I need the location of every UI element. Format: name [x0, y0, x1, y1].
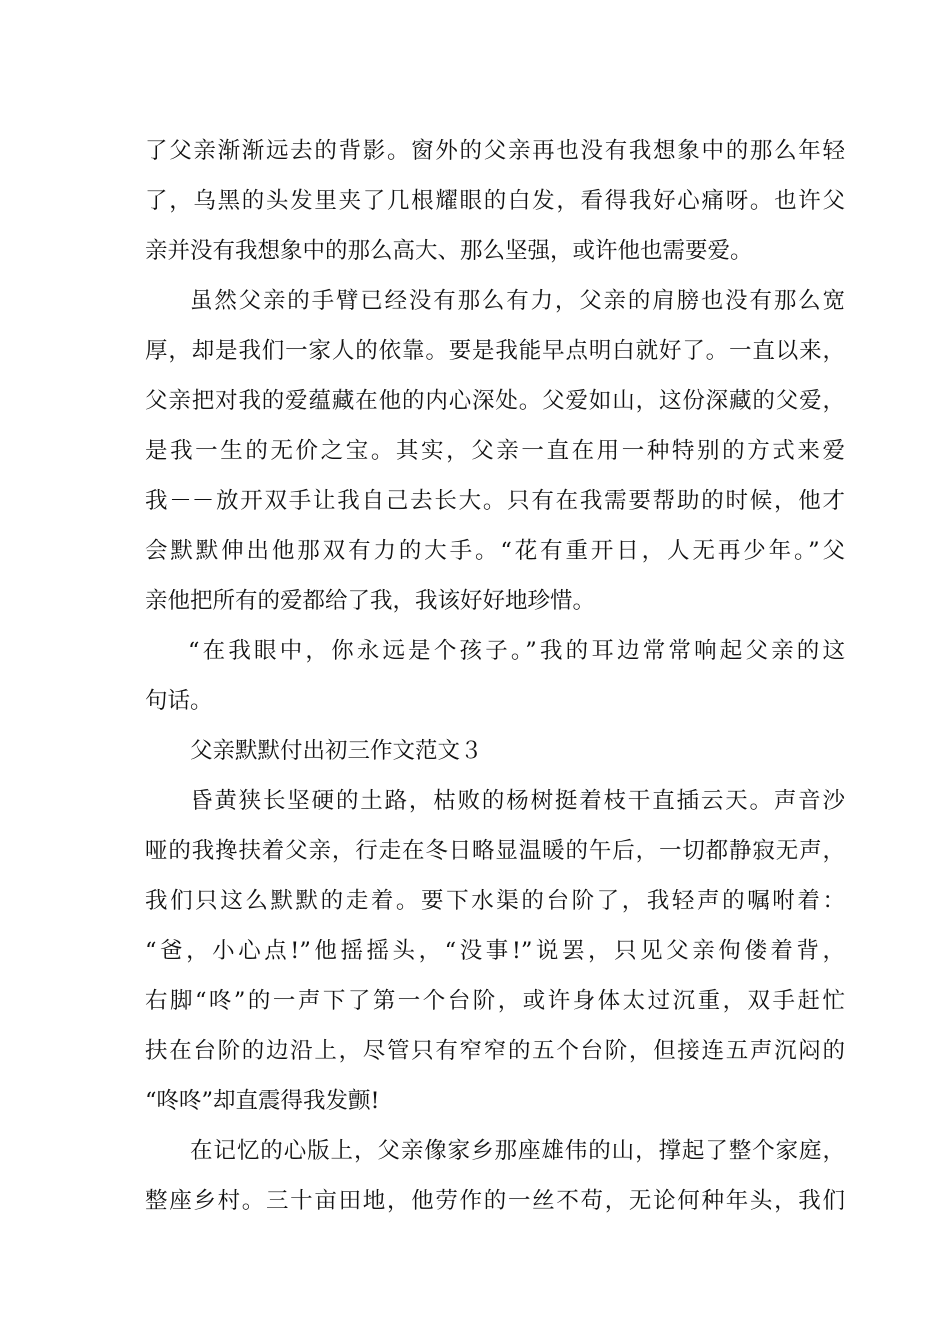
text-line: “爸，小心点!”他摇摇头，“没事!”说罢，只见父亲佝偻着背， [145, 938, 845, 964]
text-line: 昏黄狭长坚硬的土路，枯败的杨树挺着枝干直插云天。声音沙 [190, 788, 845, 814]
section-heading: 父亲默默付出初三作文范文３ [190, 738, 483, 764]
text-line: 了父亲渐渐远去的背影。窗外的父亲再也没有我想象中的那么年轻 [145, 138, 845, 164]
text-line: 整座乡村。三十亩田地，他劳作的一丝不苟，无论何种年头，我们 [145, 1188, 845, 1214]
text-line: 哑的我搀扶着父亲，行走在冬日略显温暖的午后，一切都静寂无声， [145, 838, 845, 864]
text-line: “咚咚”却直震得我发颤! [145, 1088, 380, 1114]
text-line: 会默默伸出他那双有力的大手。“花有重开日，人无再少年。”父 [145, 538, 845, 564]
text-line: 我－－放开双手让我自己去长大。只有在我需要帮助的时候，他才 [145, 488, 845, 514]
text-line: 厚，却是我们一家人的依靠。要是我能早点明白就好了。一直以来， [145, 338, 845, 364]
text-line: 扶在台阶的边沿上，尽管只有窄窄的五个台阶，但接连五声沉闷的 [145, 1038, 845, 1064]
text-line: 右脚“咚”的一声下了第一个台阶，或许身体太过沉重，双手赶忙 [145, 988, 845, 1014]
text-line: 亲并没有我想象中的那么高大、那么坚强，或许他也需要爱。 [145, 238, 753, 264]
text-line: 亲他把所有的爱都给了我，我该好好地珍惜。 [145, 588, 596, 614]
text-line: 句话。 [145, 688, 213, 714]
text-line: 父亲把对我的爱蕴藏在他的内心深处。父爱如山，这份深藏的父爱， [145, 388, 845, 414]
text-line: 了，乌黑的头发里夹了几根耀眼的白发，看得我好心痛呀。也许父 [145, 188, 845, 214]
text-line: 在记忆的心版上，父亲像家乡那座雄伟的山，撑起了整个家庭， [190, 1138, 845, 1164]
text-line: 我们只这么默默的走着。要下水渠的台阶了，我轻声的嘱咐着： [145, 888, 845, 914]
text-line: 是我一生的无价之宝。其实，父亲一直在用一种特别的方式来爱 [145, 438, 845, 464]
text-line: 虽然父亲的手臂已经没有那么有力，父亲的肩膀也没有那么宽 [190, 288, 845, 314]
text-line: “在我眼中，你永远是个孩子。”我的耳边常常响起父亲的这 [188, 638, 845, 664]
